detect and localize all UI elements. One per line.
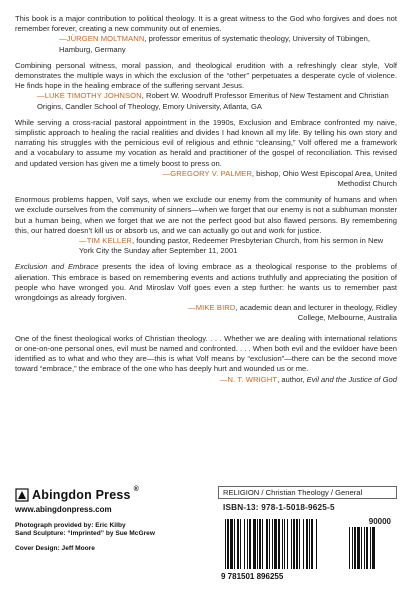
quote-text: Enormous problems happen, Volf says, when we exclude our enemy from the community of humans and when we exclude ourselves from the community of sinners—when we forget that our enemy is not a subhuman monster but a human being, when we forget that we are not the perfect good but also flawed persons. By remembering this, our hatred doesn’t kill us or absorb us, and we can actually go out and work for justice. [15, 195, 397, 235]
barcode-bar [299, 519, 300, 569]
quote-text: While serving a cross-racial pastoral appointment in the 1990s, Exclusion and Embrace confronted my naive, simplistic approach to healing the racial realities and divides I had known all my life. By telling his own story and narrating his struggles with the pernicious evil of religious and ethnic “cleansing,” Volf offered me a framework and a vocabulary to assume my vocation as herald and practitioner of the gospel of reconciliation. This revised and updated version has given me a timely boost to press on. [15, 117, 397, 168]
barcode-bar [237, 519, 239, 569]
barcode-digits: 9 781501 896255 [221, 572, 284, 581]
barcode-bar [366, 527, 368, 569]
publisher-block [15, 486, 205, 553]
barcode-bar [259, 519, 261, 569]
barcode-bar [296, 519, 298, 569]
quote-bird [15, 262, 397, 323]
barcode-bar [227, 519, 229, 569]
barcode-bar [354, 527, 356, 569]
quote-attribution [37, 91, 397, 111]
quote-palmer [15, 118, 397, 189]
quote-text: One of the finest theological works of Christian theology. . . . Whether we are dealing with international relations or one-on-one personal ones, evil must be named and confronted. . . . When both evil and the evildoer have been identified as to what and who they are—this is what Volf means by “exclusion”—there can be the second move toward “embrace,” the embrace of the one who has deeply hurt and wounded us or me. [15, 333, 397, 374]
barcode-bar [311, 519, 313, 569]
design-credit: Cover Design: Jeff Moore [15, 544, 95, 552]
sculpture-credit: Sand Sculpture: “Imprinted” by Sue McGrew [15, 530, 155, 538]
barcode-bar [282, 519, 283, 569]
barcode-bar [303, 519, 304, 569]
barcode-bar [287, 519, 288, 569]
quote-attribution [59, 34, 397, 54]
attribution-title: , Robert W. Woodruff Professor Emeritus of New Testament and Christian Origins, Candler School of Theology, Emory University, Atlanta, GA [37, 91, 389, 111]
quote-attribution [15, 375, 397, 385]
barcode-bar [352, 527, 353, 569]
barcode-bar [249, 519, 251, 569]
cover-footer [15, 486, 397, 586]
barcode-bar [349, 527, 350, 569]
photo-credit: Photograph provided by: Eric Kilby [15, 522, 126, 529]
quote-text: Combining personal witness, moral passion, and theological erudition with a refreshingly clear style, Volf demonstrates the multiple ways in which the exclusion of the “other” perpetuates a desperate cycle of violence. He finds hope in the healing embrace of the suffering servant Jesus. [15, 60, 397, 91]
barcode-bar [257, 519, 258, 569]
quote-johnson [15, 61, 397, 112]
quote-wright [15, 334, 397, 385]
attribution-title: , bishop, Ohio West Episcopal Area, United Methodist Church [251, 168, 397, 189]
attribution-book-title: Evil and the Justice of God [306, 374, 397, 384]
barcode-bar [230, 519, 233, 569]
barcode-bar [364, 527, 365, 569]
attribution-title: , academic dean and lecturer in theology, Ridley College, Melbourne, Australia [235, 303, 397, 323]
attribution-name: —LUKE TIMOTHY JOHNSON [37, 91, 142, 101]
attribution-title: , author, [277, 374, 307, 384]
category-label: RELIGION / Christian Theology / General [218, 486, 397, 499]
barcode-bar [269, 519, 270, 569]
barcode [219, 517, 397, 581]
barcode-bar [372, 527, 375, 569]
quote-text [15, 262, 397, 303]
barcode-bar [240, 519, 241, 569]
barcode-bar [278, 519, 280, 569]
publisher-name: Abingdon Press [32, 488, 131, 502]
attribution-name: —GREGORY V. PALMER [162, 168, 252, 178]
quote-attribution [165, 303, 397, 323]
attribution-name: —TIM KELLER [79, 236, 133, 246]
quote-attribution [79, 236, 397, 256]
barcode-bar [357, 527, 360, 569]
barcode-bar [247, 519, 248, 569]
barcode-bar [306, 519, 308, 569]
barcode-bar [370, 527, 371, 569]
quote-text: This book is a major contribution to political theology. It is a great witness to the God who forgives and does not remember forever, creating a new community out of enemies. [15, 14, 397, 34]
barcode-bar [244, 519, 245, 569]
barcode-bar [361, 527, 362, 569]
price-code: 90000 [368, 517, 391, 526]
barcode-bar [262, 519, 263, 569]
barcode-bar [316, 519, 317, 569]
barcode-bar [253, 519, 256, 569]
quote-book-title: Exclusion and Embrace [15, 262, 99, 272]
quote-attribution [155, 169, 397, 189]
abingdon-logo-icon [15, 488, 29, 502]
barcode-bar [274, 519, 277, 569]
barcode-bar [293, 519, 295, 569]
barcode-bar [291, 519, 292, 569]
attribution-title: , founding pastor, Redeemer Presbyterian Church, from his sermon in New York City the Sunday after September 11, 2001 [79, 236, 384, 256]
trademark-symbol: ® [133, 486, 140, 493]
barcode-bar [309, 519, 310, 569]
quote-keller [15, 195, 397, 256]
isbn-number: ISBN-13: 978-1-5018-9625-5 [223, 503, 335, 512]
quote-body: presents the idea of loving embrace as a theological response to the problems of alienation. This embrace is based on remembering events and actions truthfully and appreciating the position of people who have wronged you. And Miroslav Volf goes even a step further: he wants us to remember past wrongdoings as already forgiven. [15, 262, 397, 303]
attribution-title: , professor emeritus of systematic theology, University of Tübingen, Hamburg, Germany [59, 34, 370, 54]
barcode-bar [225, 519, 226, 569]
barcode-bar [272, 519, 273, 569]
attribution-name: —N. T. WRIGHT [219, 374, 278, 384]
back-cover-text [15, 14, 397, 391]
barcode-bar [284, 519, 285, 569]
attribution-name: —MIKE BIRD [188, 303, 236, 313]
publisher-url[interactable]: www.abingdonpress.com [15, 505, 112, 514]
barcode-bar [266, 519, 268, 569]
quote-moltmann [15, 14, 397, 55]
attribution-name: —JÜRGEN MOLTMANN [59, 34, 145, 44]
barcode-bar [234, 519, 235, 569]
publisher-logo [15, 486, 205, 504]
